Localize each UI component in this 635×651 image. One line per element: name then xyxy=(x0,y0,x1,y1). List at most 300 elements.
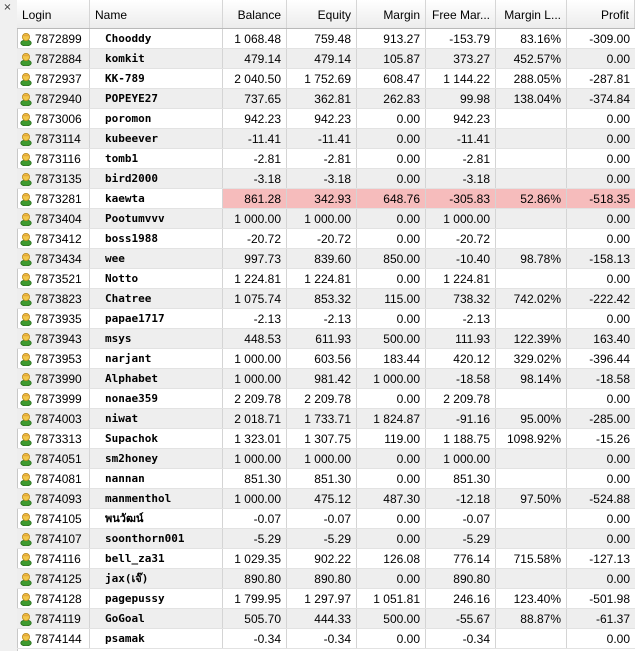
user-icon xyxy=(20,352,32,366)
login-value: 7873114 xyxy=(35,132,81,146)
name-cell: pagepussy xyxy=(90,589,223,608)
free-margin-cell: -10.40 xyxy=(426,249,496,268)
free-margin-cell: 1 144.22 xyxy=(426,69,496,88)
name-cell: wee xyxy=(90,249,223,268)
free-margin-cell: -2.13 xyxy=(426,309,496,328)
margin-cell: 0.00 xyxy=(357,269,426,288)
margin-cell: 0.00 xyxy=(357,469,426,488)
equity-cell: 603.56 xyxy=(287,349,357,368)
login-cell xyxy=(17,529,90,548)
free-margin-cell: 851.30 xyxy=(426,469,496,488)
name-cell: Notto xyxy=(90,269,223,288)
login-value: 7872899 xyxy=(35,32,82,46)
login-cell xyxy=(17,149,90,168)
profit-cell: -287.81 xyxy=(589,72,630,86)
column-header-name[interactable]: Name xyxy=(90,0,223,28)
login-cell xyxy=(17,329,90,348)
name-cell: bell_za31 xyxy=(90,549,223,568)
margin-cell: 262.83 xyxy=(357,89,426,108)
table-row[interactable] xyxy=(17,229,635,249)
column-header-margin-level[interactable]: Margin L... xyxy=(496,0,567,28)
margin-level-cell: 123.40% xyxy=(496,589,567,608)
free-margin-cell: 1 224.81 xyxy=(426,269,496,288)
login-value: 7873135 xyxy=(35,172,82,186)
free-margin-cell: 1 188.75 xyxy=(426,429,496,448)
table-row[interactable] xyxy=(17,49,635,69)
free-margin-cell: -0.34 xyxy=(426,629,496,648)
login-cell xyxy=(17,69,90,88)
free-margin-cell: -0.07 xyxy=(426,509,496,528)
free-margin-cell: 246.16 xyxy=(426,589,496,608)
name-cell: KK-789 xyxy=(90,69,223,88)
balance-cell: -2.13 xyxy=(223,309,287,328)
name-cell: sm2honey xyxy=(90,449,223,468)
name-cell: bird2000 xyxy=(90,169,223,188)
free-margin-cell: 890.80 xyxy=(426,569,496,588)
name-cell: kubeever xyxy=(90,129,223,148)
login-value: 7872940 xyxy=(35,92,82,106)
user-icon xyxy=(20,552,32,566)
table-row[interactable] xyxy=(17,589,635,609)
margin-level-cell xyxy=(496,169,567,188)
name-cell: nonae359 xyxy=(90,389,223,408)
login-cell xyxy=(17,629,90,648)
balance-cell: 505.70 xyxy=(223,609,287,628)
table-row[interactable] xyxy=(17,409,635,429)
login-cell xyxy=(17,569,90,588)
profit-cell: -18.58 xyxy=(595,372,630,386)
login-value: 7874116 xyxy=(35,552,81,566)
balance-cell: -3.18 xyxy=(223,169,287,188)
table-row[interactable] xyxy=(17,529,635,549)
name-cell: boss1988 xyxy=(90,229,223,248)
table-row[interactable] xyxy=(17,349,635,369)
column-header-profit[interactable]: Profit xyxy=(567,0,635,28)
user-icon xyxy=(20,32,32,46)
equity-cell: 362.81 xyxy=(287,89,357,108)
balance-cell: 1 000.00 xyxy=(223,349,287,368)
login-cell xyxy=(17,49,90,68)
login-cell xyxy=(17,409,90,428)
margin-cell: 0.00 xyxy=(357,569,426,588)
name-cell: nannan xyxy=(90,469,223,488)
equity-cell: 981.42 xyxy=(287,369,357,388)
name-cell: Chatree xyxy=(90,289,223,308)
table-row[interactable] xyxy=(17,609,635,629)
balance-cell: 1 224.81 xyxy=(223,269,287,288)
margin-cell: 115.00 xyxy=(357,289,426,308)
login-value: 7873990 xyxy=(35,372,82,386)
login-value: 7873999 xyxy=(35,392,82,406)
profit-cell: -309.00 xyxy=(589,32,630,46)
free-margin-cell: 1 000.00 xyxy=(426,449,496,468)
login-value: 7874003 xyxy=(35,412,82,426)
table-row[interactable] xyxy=(17,629,635,649)
balance-cell: 1 000.00 xyxy=(223,369,287,388)
balance-cell: -20.72 xyxy=(223,229,287,248)
column-header-login[interactable]: Login xyxy=(17,0,90,28)
name-cell: manmenthol xyxy=(90,489,223,508)
user-icon xyxy=(20,292,32,306)
profit-cell: -501.98 xyxy=(589,592,630,606)
profit-cell: 0.00 xyxy=(606,152,630,166)
user-icon xyxy=(20,192,32,206)
name-cell: Chooddy xyxy=(90,29,223,48)
free-margin-cell: -12.18 xyxy=(426,489,496,508)
table-row[interactable] xyxy=(17,269,635,289)
user-icon xyxy=(20,632,32,646)
balance-cell: 1 323.01 xyxy=(223,429,287,448)
profit-cell: -127.13 xyxy=(589,552,630,566)
name-cell: Pootumvvv xyxy=(90,209,223,228)
login-value: 7873313 xyxy=(35,432,82,446)
equity-cell: 479.14 xyxy=(287,49,357,68)
margin-level-cell xyxy=(496,149,567,168)
equity-cell: 890.80 xyxy=(287,569,357,588)
equity-cell: -2.13 xyxy=(287,309,357,328)
margin-cell: 0.00 xyxy=(357,529,426,548)
name-cell: POPEYE27 xyxy=(90,89,223,108)
profit-cell: 0.00 xyxy=(606,52,630,66)
panel-gutter xyxy=(0,0,18,651)
margin-cell: 0.00 xyxy=(357,109,426,128)
name-cell: GoGoal xyxy=(90,609,223,628)
login-cell xyxy=(17,229,90,248)
free-margin-cell: 776.14 xyxy=(426,549,496,568)
login-cell xyxy=(17,609,90,628)
user-icon xyxy=(20,132,32,146)
equity-cell: -20.72 xyxy=(287,229,357,248)
name-cell: psamak xyxy=(90,629,223,648)
free-margin-cell: -91.16 xyxy=(426,409,496,428)
equity-cell: 1 752.69 xyxy=(287,69,357,88)
login-value: 7874144 xyxy=(35,632,82,646)
balance-cell: -11.41 xyxy=(223,129,287,148)
profit-cell: -158.13 xyxy=(589,252,630,266)
profit-cell: 0.00 xyxy=(606,112,630,126)
table-body xyxy=(17,29,635,649)
table-row[interactable] xyxy=(17,309,635,329)
margin-level-cell xyxy=(496,449,567,468)
free-margin-cell: 738.32 xyxy=(426,289,496,308)
equity-cell: 853.32 xyxy=(287,289,357,308)
free-margin-cell: 420.12 xyxy=(426,349,496,368)
balance-cell: 737.65 xyxy=(223,89,287,108)
name-cell: papae1717 xyxy=(90,309,223,328)
margin-cell: 1 051.81 xyxy=(357,589,426,608)
balance-cell: -0.07 xyxy=(223,509,287,528)
login-cell xyxy=(17,369,90,388)
free-margin-cell: -305.83 xyxy=(426,189,496,208)
balance-cell: 851.30 xyxy=(223,469,287,488)
equity-cell: -5.29 xyxy=(287,529,357,548)
login-value: 7874093 xyxy=(35,492,82,506)
table-row[interactable] xyxy=(17,329,635,349)
margin-level-cell xyxy=(496,109,567,128)
login-value: 7874081 xyxy=(35,472,82,486)
equity-cell: 611.93 xyxy=(287,329,357,348)
table-row[interactable] xyxy=(17,129,635,149)
equity-cell: 475.12 xyxy=(287,489,357,508)
table-row[interactable] xyxy=(17,429,635,449)
login-value: 7873404 xyxy=(35,212,82,226)
login-value: 7873116 xyxy=(35,152,81,166)
login-cell xyxy=(17,129,90,148)
equity-cell: -2.81 xyxy=(287,149,357,168)
margin-level-cell: 122.39% xyxy=(496,329,567,348)
table-row[interactable] xyxy=(17,169,635,189)
profit-cell: 0.00 xyxy=(606,172,630,186)
profit-cell: 0.00 xyxy=(606,312,630,326)
margin-level-cell: 97.50% xyxy=(496,489,567,508)
login-cell xyxy=(17,429,90,448)
login-value: 7873521 xyxy=(35,272,82,286)
margin-level-cell xyxy=(496,569,567,588)
balance-cell: 448.53 xyxy=(223,329,287,348)
login-value: 7873434 xyxy=(35,252,82,266)
login-value: 7873953 xyxy=(35,352,82,366)
margin-level-cell: 742.02% xyxy=(496,289,567,308)
profit-cell: -524.88 xyxy=(589,492,630,506)
margin-cell: 0.00 xyxy=(357,229,426,248)
profit-cell: 163.40 xyxy=(593,332,630,346)
name-cell: komkit xyxy=(90,49,223,68)
margin-cell: 0.00 xyxy=(357,629,426,648)
free-margin-cell: -5.29 xyxy=(426,529,496,548)
column-header-balance[interactable]: Balance xyxy=(223,0,287,28)
margin-cell: 913.27 xyxy=(357,29,426,48)
margin-cell: 0.00 xyxy=(357,149,426,168)
balance-cell: 997.73 xyxy=(223,249,287,268)
free-margin-cell: -55.67 xyxy=(426,609,496,628)
profit-cell: 0.00 xyxy=(606,232,630,246)
column-header-equity[interactable]: Equity xyxy=(287,0,357,28)
table-row[interactable] xyxy=(17,209,635,229)
login-cell xyxy=(17,249,90,268)
table-row[interactable] xyxy=(17,189,635,209)
balance-cell: -2.81 xyxy=(223,149,287,168)
equity-cell: 1 733.71 xyxy=(287,409,357,428)
margin-level-cell: 288.05% xyxy=(496,69,567,88)
equity-cell: 1 307.75 xyxy=(287,429,357,448)
profit-cell: 0.00 xyxy=(606,272,630,286)
profit-cell: -15.26 xyxy=(595,432,630,446)
margin-level-cell xyxy=(496,309,567,328)
margin-cell: 0.00 xyxy=(357,209,426,228)
balance-cell: 2 040.50 xyxy=(223,69,287,88)
login-value: 7873281 xyxy=(35,192,82,206)
user-icon xyxy=(20,152,32,166)
margin-cell: 119.00 xyxy=(357,429,426,448)
profit-cell: 0.00 xyxy=(606,632,630,646)
margin-cell: 0.00 xyxy=(357,449,426,468)
login-cell xyxy=(17,469,90,488)
margin-cell: 105.87 xyxy=(357,49,426,68)
table-row[interactable] xyxy=(17,29,635,49)
margin-cell: 1 000.00 xyxy=(357,369,426,388)
name-cell: พนวัฒน์ xyxy=(90,509,223,528)
name-cell: kaewta xyxy=(90,189,223,208)
margin-cell: 500.00 xyxy=(357,609,426,628)
login-cell xyxy=(17,109,90,128)
margin-cell: 183.44 xyxy=(357,349,426,368)
login-value: 7874125 xyxy=(35,572,82,586)
login-cell xyxy=(17,89,90,108)
margin-level-cell: 98.78% xyxy=(496,249,567,268)
balance-cell: 1 000.00 xyxy=(223,489,287,508)
user-icon xyxy=(20,332,32,346)
user-icon xyxy=(20,432,32,446)
name-cell: niwat xyxy=(90,409,223,428)
profit-cell: 0.00 xyxy=(606,212,630,226)
free-margin-cell: -153.79 xyxy=(426,29,496,48)
free-margin-cell: -18.58 xyxy=(426,369,496,388)
table-row[interactable] xyxy=(17,149,635,169)
profit-cell: 0.00 xyxy=(606,452,630,466)
margin-cell: 487.30 xyxy=(357,489,426,508)
login-cell xyxy=(17,29,90,48)
user-icon xyxy=(20,472,32,486)
column-header-margin[interactable]: Margin xyxy=(357,0,426,28)
margin-level-cell: 138.04% xyxy=(496,89,567,108)
profit-cell: -518.35 xyxy=(567,189,635,208)
login-value: 7874128 xyxy=(35,592,82,606)
name-cell: Alphabet xyxy=(90,369,223,388)
margin-level-cell xyxy=(496,269,567,288)
login-value: 7872884 xyxy=(35,52,82,66)
margin-cell: 0.00 xyxy=(357,389,426,408)
balance-cell: 942.23 xyxy=(223,109,287,128)
login-cell xyxy=(17,169,90,188)
close-icon[interactable]: × xyxy=(3,2,12,13)
balance-cell: 2 018.71 xyxy=(223,409,287,428)
table-row[interactable] xyxy=(17,469,635,489)
balance-cell: 1 068.48 xyxy=(223,29,287,48)
login-value: 7873006 xyxy=(35,112,82,126)
margin-cell: 608.47 xyxy=(357,69,426,88)
login-value: 7874107 xyxy=(35,532,82,546)
user-icon xyxy=(20,572,32,586)
margin-cell: 850.00 xyxy=(357,249,426,268)
login-value: 7873943 xyxy=(35,332,82,346)
equity-cell: 2 209.78 xyxy=(287,389,357,408)
login-value: 7872937 xyxy=(35,72,82,86)
accounts-table xyxy=(17,0,635,649)
login-cell xyxy=(17,289,90,308)
equity-cell: 851.30 xyxy=(287,469,357,488)
table-row[interactable] xyxy=(17,89,635,109)
equity-cell: -11.41 xyxy=(287,129,357,148)
profit-cell: 0.00 xyxy=(606,472,630,486)
equity-cell: 902.22 xyxy=(287,549,357,568)
free-margin-cell: 99.98 xyxy=(426,89,496,108)
margin-level-cell xyxy=(496,209,567,228)
equity-cell: 1 000.00 xyxy=(287,449,357,468)
table-row[interactable] xyxy=(17,369,635,389)
table-row[interactable] xyxy=(17,449,635,469)
profit-cell: 0.00 xyxy=(606,392,630,406)
table-row[interactable] xyxy=(17,109,635,129)
balance-cell: 1 075.74 xyxy=(223,289,287,308)
margin-level-cell: 95.00% xyxy=(496,409,567,428)
user-icon xyxy=(20,612,32,626)
margin-level-cell xyxy=(496,509,567,528)
free-margin-cell: -3.18 xyxy=(426,169,496,188)
name-cell: tomb1 xyxy=(90,149,223,168)
profit-cell: 0.00 xyxy=(606,132,630,146)
user-icon xyxy=(20,52,32,66)
balance-cell: 1 000.00 xyxy=(223,449,287,468)
table-row[interactable] xyxy=(17,509,635,529)
login-cell xyxy=(17,189,90,208)
free-margin-cell: 2 209.78 xyxy=(426,389,496,408)
profit-cell: -61.37 xyxy=(595,612,630,626)
balance-cell: 1 000.00 xyxy=(223,209,287,228)
margin-level-cell xyxy=(496,629,567,648)
table-row[interactable] xyxy=(17,249,635,269)
table-row[interactable] xyxy=(17,389,635,409)
profit-cell: -222.42 xyxy=(589,292,630,306)
profit-cell: 0.00 xyxy=(606,532,630,546)
table-row[interactable] xyxy=(17,69,635,89)
column-header-free-margin[interactable]: Free Mar... xyxy=(426,0,496,28)
margin-level-cell: 1098.92% xyxy=(496,429,567,448)
user-icon xyxy=(20,592,32,606)
login-cell xyxy=(17,489,90,508)
equity-cell: -0.34 xyxy=(287,629,357,648)
login-value: 7873823 xyxy=(35,292,82,306)
table-row[interactable] xyxy=(17,549,635,569)
free-margin-cell: 111.93 xyxy=(426,329,496,348)
equity-cell: 342.93 xyxy=(287,189,357,208)
equity-cell: -3.18 xyxy=(287,169,357,188)
login-cell xyxy=(17,269,90,288)
margin-level-cell xyxy=(496,389,567,408)
user-icon xyxy=(20,412,32,426)
profit-cell: -396.44 xyxy=(589,352,630,366)
free-margin-cell: -11.41 xyxy=(426,129,496,148)
user-icon xyxy=(20,312,32,326)
margin-level-cell: 52.86% xyxy=(496,189,567,208)
user-icon xyxy=(20,212,32,226)
user-icon xyxy=(20,532,32,546)
balance-cell: 1 029.35 xyxy=(223,549,287,568)
table-row[interactable] xyxy=(17,489,635,509)
equity-cell: 759.48 xyxy=(287,29,357,48)
margin-cell: 0.00 xyxy=(357,129,426,148)
login-cell xyxy=(17,549,90,568)
user-icon xyxy=(20,112,32,126)
margin-level-cell: 98.14% xyxy=(496,369,567,388)
margin-cell: 1 824.87 xyxy=(357,409,426,428)
user-icon xyxy=(20,392,32,406)
user-icon xyxy=(20,92,32,106)
login-cell xyxy=(17,509,90,528)
balance-cell: -0.34 xyxy=(223,629,287,648)
margin-level-cell xyxy=(496,229,567,248)
table-row[interactable] xyxy=(17,289,635,309)
free-margin-cell: 942.23 xyxy=(426,109,496,128)
equity-cell: 1 000.00 xyxy=(287,209,357,228)
equity-cell: 444.33 xyxy=(287,609,357,628)
login-cell xyxy=(17,449,90,468)
login-value: 7873935 xyxy=(35,312,82,326)
login-cell xyxy=(17,589,90,608)
table-row[interactable] xyxy=(17,569,635,589)
balance-cell: 861.28 xyxy=(223,189,287,208)
login-value: 7873412 xyxy=(35,232,82,246)
login-value: 7874119 xyxy=(35,612,81,626)
